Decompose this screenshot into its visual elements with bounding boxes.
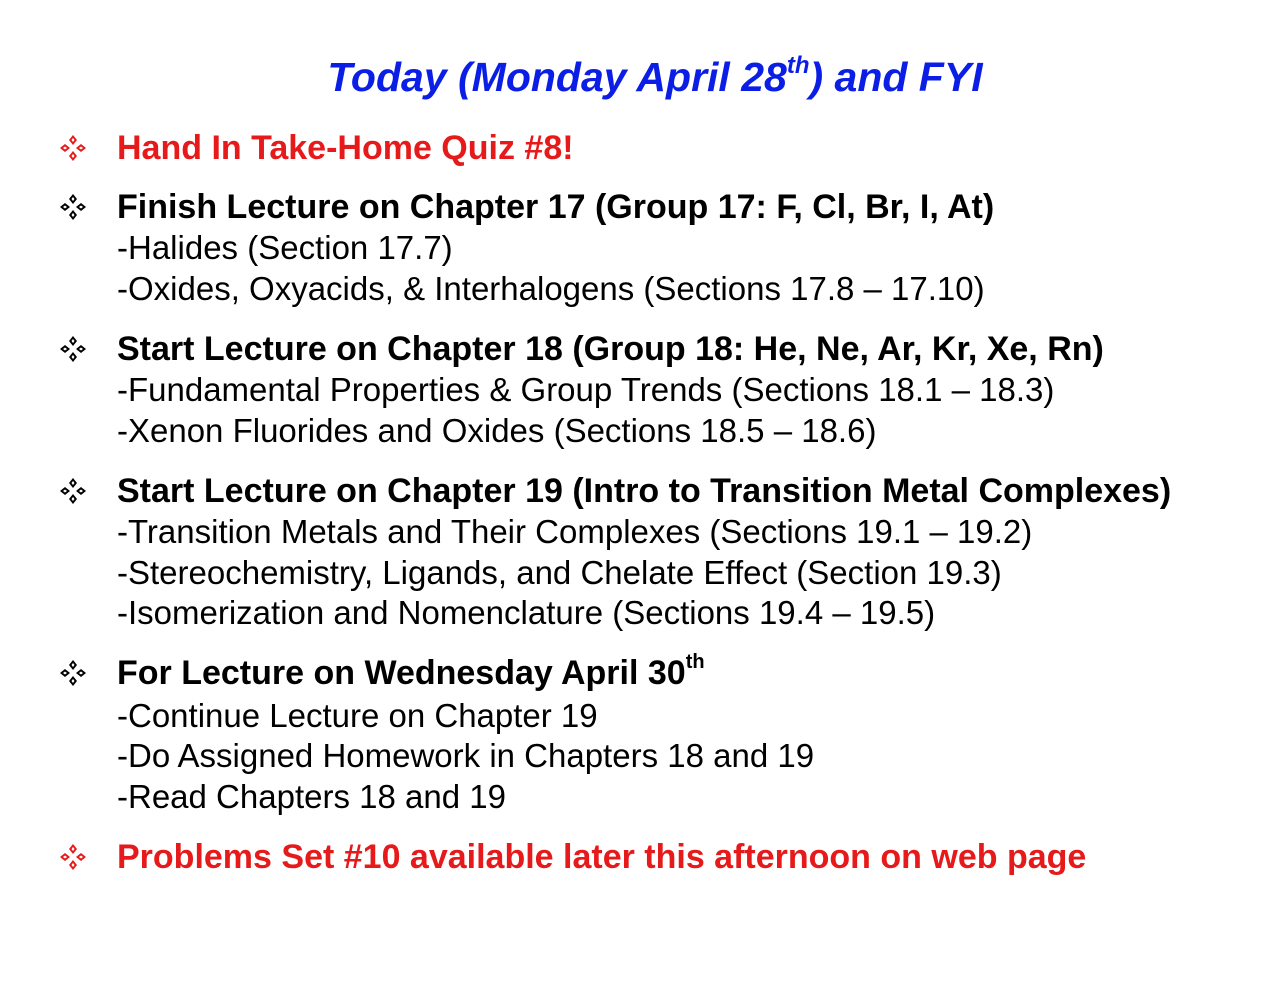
four-diamond-bullet-icon — [58, 842, 88, 872]
sub-item: -Halides (Section 17.7) — [117, 229, 453, 266]
four-diamond-bullet-icon — [58, 658, 88, 688]
sub-item: -Continue Lecture on Chapter 19 — [117, 697, 598, 734]
sub-item: -Oxides, Oxyacids, & Interhalogens (Sections 17.8 – 17.10) — [117, 270, 985, 307]
four-diamond-bullet-icon — [58, 476, 88, 506]
sub-item: -Transition Metals and Their Complexes (Sections 19.1 – 19.2) — [117, 513, 1033, 550]
item-heading: Start Lecture on Chapter 18 (Group 18: He, Ne, Ar, Kr, Xe, Rn) — [117, 330, 1104, 368]
four-diamond-bullet-icon — [58, 192, 88, 222]
item-heading-superscript: th — [685, 651, 705, 673]
item-heading-text: For Lecture on Wednesday April 30 — [117, 654, 686, 692]
sub-item: -Isomerization and Nomenclature (Sections 19.4 – 19.5) — [117, 594, 936, 631]
sub-item: -Xenon Fluorides and Oxides (Sections 18.5 – 18.6) — [117, 412, 877, 449]
item-heading: Hand In Take-Home Quiz #8! — [117, 129, 574, 167]
slide-title — [0, 54, 1280, 101]
four-diamond-bullet-icon — [58, 334, 88, 364]
four-diamond-bullet-icon — [58, 133, 88, 163]
sub-item: -Read Chapters 18 and 19 — [117, 778, 506, 815]
sub-item: -Fundamental Properties & Group Trends (Sections 18.1 – 18.3) — [117, 371, 1055, 408]
title-superscript: th — [786, 52, 810, 79]
item-heading: Finish Lecture on Chapter 17 (Group 17: F, Cl, Br, I, At) — [117, 188, 995, 226]
sub-item: -Stereochemistry, Ligands, and Chelate Effect (Section 19.3) — [117, 554, 1002, 591]
item-heading: Start Lecture on Chapter 19 (Intro to Transition Metal Complexes) — [117, 472, 1172, 510]
sub-item: -Do Assigned Homework in Chapters 18 and 19 — [117, 737, 815, 774]
item-heading — [117, 653, 705, 693]
title-prefix: Today (Monday April 28 — [327, 54, 787, 100]
item-heading: Problems Set #10 available later this afternoon on web page — [117, 838, 1087, 876]
title-suffix: ) and FYI — [809, 54, 983, 100]
